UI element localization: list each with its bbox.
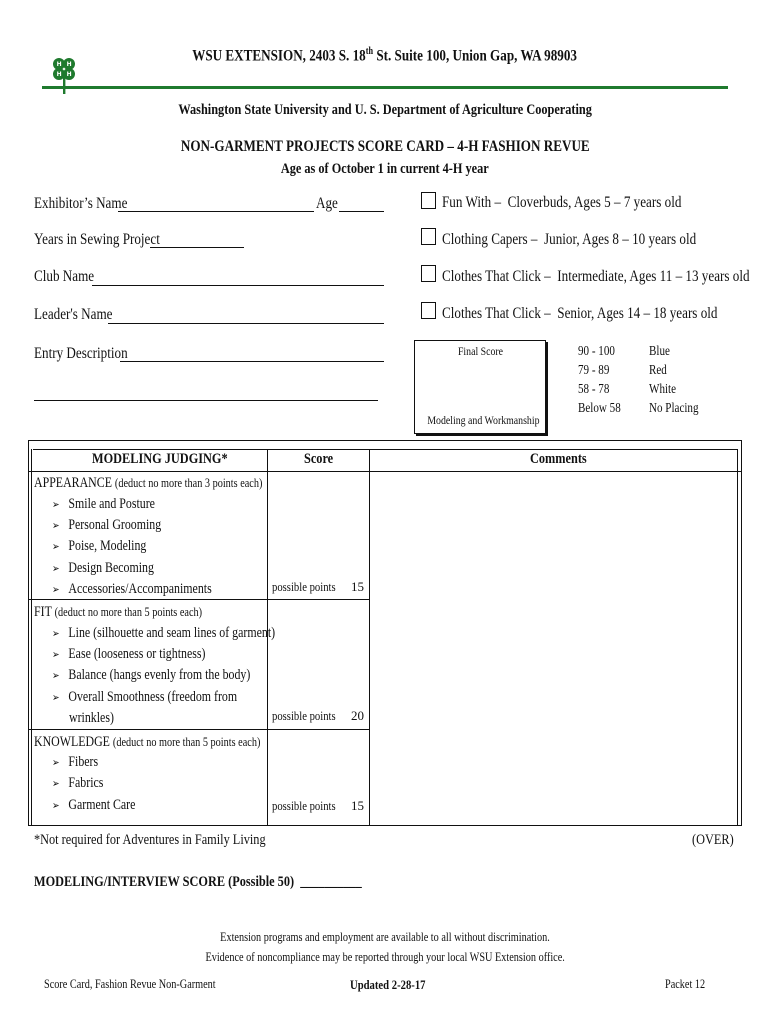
section-divider-knowledge [29,729,369,730]
list-item: ➢ Design Becoming [52,560,154,576]
section-title-knowledge: KNOWLEDGE (deduct no more than 5 points each) [34,734,261,750]
col-header-judging: MODELING JUDGING* [92,451,228,467]
ribbon-white: White [649,381,677,396]
possible-points-appearance: 15 [351,579,364,594]
list-item: ➢ Ease (looseness or tightness) [52,646,206,662]
years-sewing-field[interactable] [150,247,244,248]
interview-score-field[interactable]: __________ [300,874,362,890]
list-item: ➢ Balance (hangs evenly from the body) [52,667,251,683]
arrow-bullet-icon: ➢ [52,777,60,790]
list-item: ➢ Personal Grooming [52,517,162,533]
ribbon-no-placing: No Placing [649,400,699,415]
cooperating-line: Washington State University and U. S. Department of Agriculture Cooperating [178,102,592,118]
footer-updated: Updated 2-28-17 [350,977,426,992]
possible-points-knowledge: 15 [351,798,364,813]
category-fun-with: Fun With – Cloverbuds, Ages 5 – 7 years old [442,194,682,211]
footer-noncompliance: Evidence of noncompliance may be reported through your local WSU Extension office. [205,950,565,964]
leader-name-field[interactable] [108,323,384,324]
arrow-bullet-icon: ➢ [52,799,60,812]
svg-text:H: H [66,71,72,78]
category-checkbox-senior[interactable] [421,302,436,319]
col-header-comments: Comments [530,451,587,467]
arrow-bullet-icon: ➢ [52,583,60,596]
table-inner-right [737,449,738,825]
svg-text:H: H [56,61,62,68]
svg-text:H: H [66,61,72,68]
list-item: ➢ Fibers [52,754,99,770]
possible-points-label: possible points [272,798,336,813]
arrow-bullet-icon: ➢ [52,691,60,704]
list-item: ➢ Garment Care [52,797,136,813]
category-senior: Clothes That Click – Senior, Ages 14 – 18 years old [442,305,718,322]
exhibitor-name-field[interactable] [118,211,314,212]
footer-nondiscrimination: Extension programs and employment are available to all without discrimination. [220,930,550,944]
exhibitor-name-label: Exhibitor’s Name [34,195,128,212]
section-title-fit: FIT (deduct no more than 5 points each) [34,604,203,620]
list-item: ➢ Line (silhouette and seam lines of garment) [52,625,276,641]
range-white: 58 - 78 [578,381,610,396]
age-field[interactable] [339,211,384,212]
arrow-bullet-icon: ➢ [52,562,60,575]
list-item: ➢ Smile and Posture [52,496,155,512]
col-divider-comments [369,449,370,825]
not-required-note: *Not required for Adventures in Family Living [34,832,266,848]
entry-description-label: Entry Description [34,345,128,362]
table-inner-left [31,449,32,825]
page-subtitle: Age as of October 1 in current 4-H year [281,161,489,177]
list-item: ➢ Overall Smoothness (freedom from [52,689,238,705]
arrow-bullet-icon: ➢ [52,540,60,553]
ribbon-red: Red [649,362,667,377]
arrow-bullet-icon: ➢ [52,648,60,661]
page-title: NON-GARMENT PROJECTS SCORE CARD – 4-H FASHION REVUE [180,138,590,155]
category-checkbox-fun-with[interactable] [421,192,436,209]
col-header-score: Score [304,451,334,467]
modeling-workmanship-label: Modeling and Workmanship [427,413,540,427]
footer-left: Score Card, Fashion Revue Non-Garment [44,977,216,991]
interview-score-line: MODELING/INTERVIEW SCORE (Possible 50) __________ [34,874,362,890]
table-inner-top [33,449,737,450]
final-score-label: Final Score [457,344,503,358]
club-name-label: Club Name [34,268,95,285]
possible-points-fit: 20 [351,708,364,723]
entry-description-field[interactable] [120,361,384,362]
final-score-box[interactable] [414,340,546,434]
club-name-field[interactable] [92,285,384,286]
age-label: Age [316,195,338,212]
over-note: (OVER) [692,832,734,848]
footer-packet: Packet 12 [665,977,706,991]
leader-name-label: Leader's Name [34,306,113,323]
header-divider [42,86,728,89]
arrow-bullet-icon: ➢ [52,498,60,511]
arrow-bullet-icon: ➢ [52,627,60,640]
svg-text:H: H [56,71,62,78]
table-header-divider [29,471,741,472]
range-blue: 90 - 100 [578,343,615,358]
list-item-continuation: wrinkles) [69,710,114,726]
possible-points-label: possible points [272,579,336,594]
ribbon-blue: Blue [649,343,670,358]
category-intermediate: Clothes That Click – Intermediate, Ages 11 – 13 years old [442,268,750,285]
category-clothing-capers: Clothing Capers – Junior, Ages 8 – 10 years old [442,231,697,248]
possible-points-label: possible points [272,708,336,723]
list-item: ➢ Fabrics [52,775,104,791]
category-checkbox-clothing-capers[interactable] [421,228,436,245]
arrow-bullet-icon: ➢ [52,756,60,769]
list-item: ➢ Accessories/Accompaniments [52,581,212,597]
list-item: ➢ Poise, Modeling [52,538,147,554]
arrow-bullet-icon: ➢ [52,519,60,532]
section-divider-fit [29,599,369,600]
category-checkbox-intermediate[interactable] [421,265,436,282]
years-sewing-label: Years in Sewing Project [34,231,160,248]
section-title-appearance: APPEARANCE (deduct no more than 3 points each) [34,475,263,491]
range-red: 79 - 89 [578,362,610,377]
arrow-bullet-icon: ➢ [52,669,60,682]
entry-description-field-line2[interactable] [34,400,378,401]
office-address: WSU EXTENSION, 2403 S. 18th St. Suite 100, Union Gap, WA 98903 [192,46,578,65]
range-no-placing: Below 58 [578,400,621,415]
